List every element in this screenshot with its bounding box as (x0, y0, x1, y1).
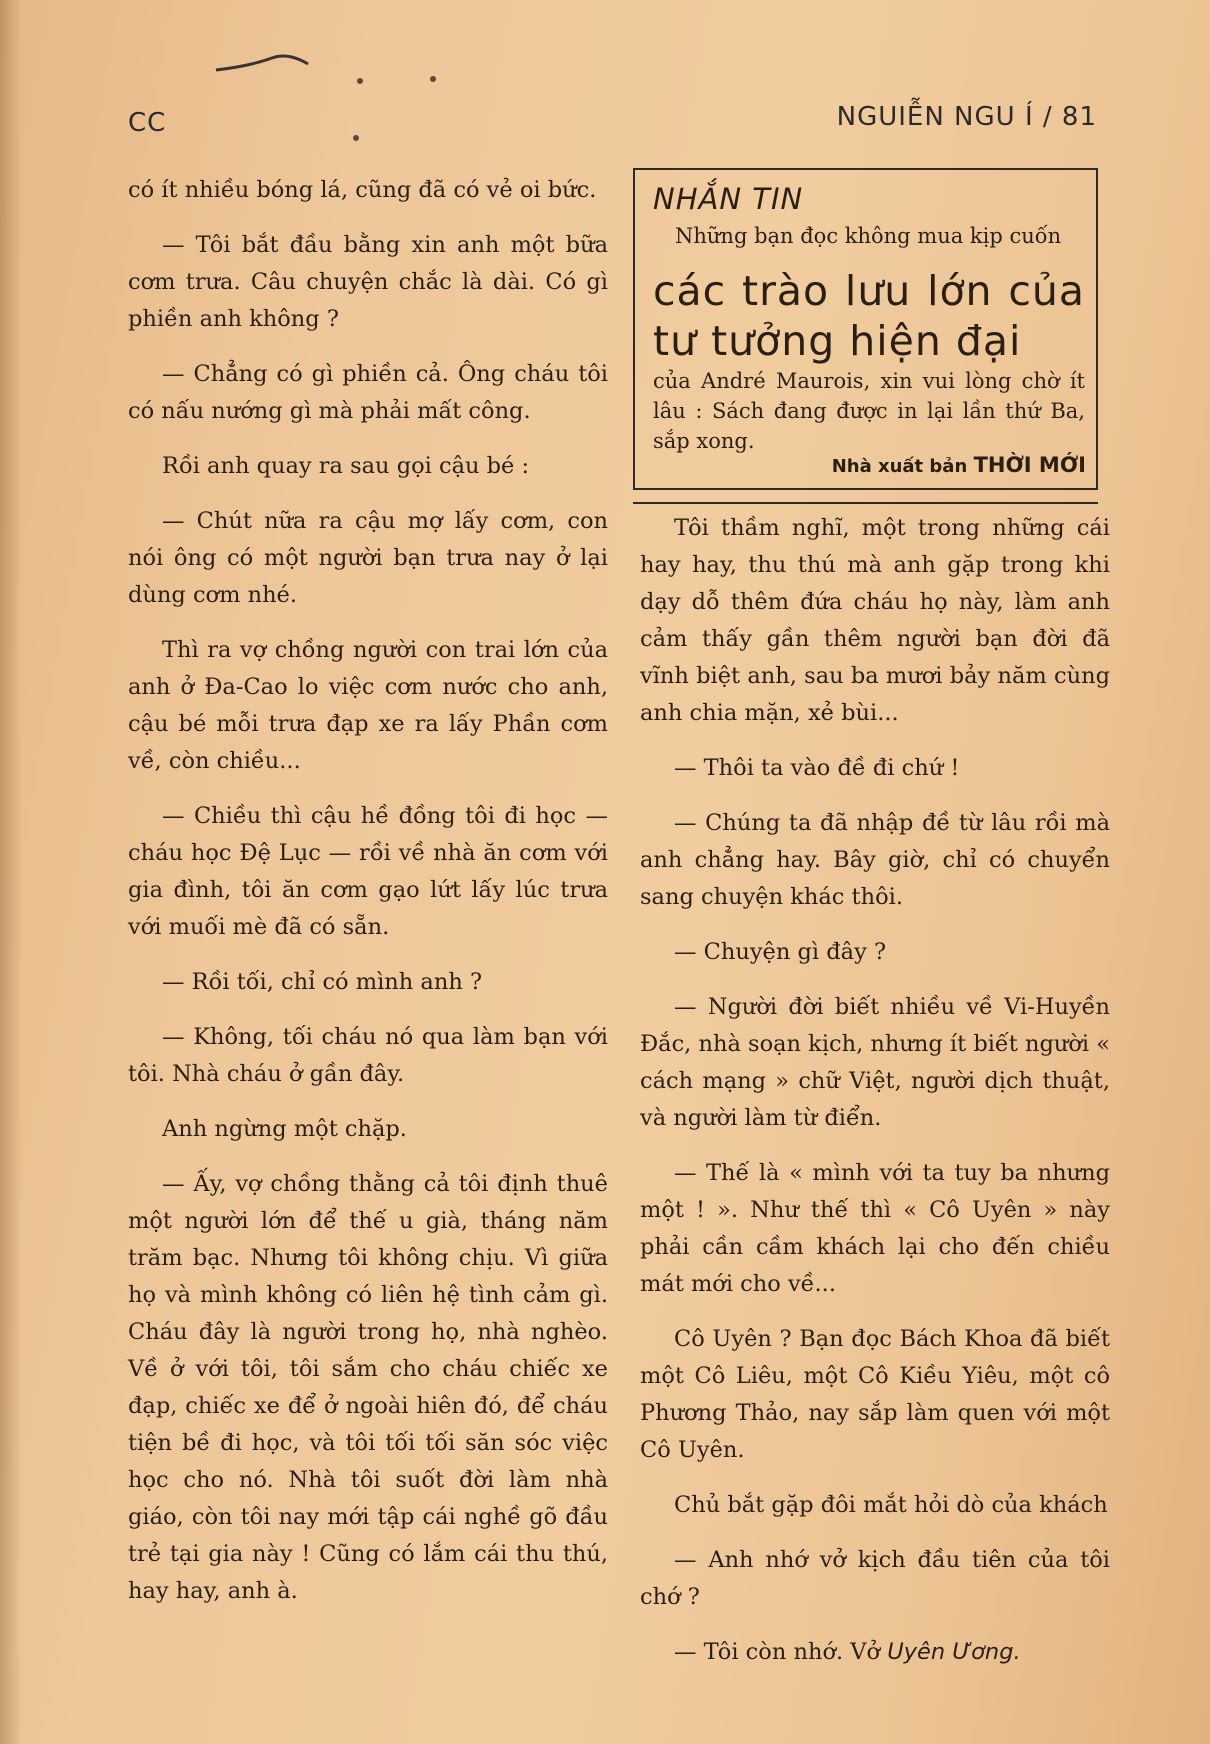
paragraph: Rồi anh quay ra sau gọi cậu bé : (162, 453, 530, 479)
publisher-prefix: Nhà xuất bản (831, 456, 968, 477)
paragraph: — Chiều thì cậu hề đồng tôi đi học — cháu học Đệ Lục — rồi về nhà ăn cơm với gia đình, tôi ăn cơm gạo lứt lấy lúc trưa với muối mè đã có sẵn. (128, 803, 608, 940)
header-right-page-number: NGUIỄN NGU Í / 81 (836, 102, 1097, 132)
paragraph: — Chúng ta đã nhập đề từ lâu rồi mà anh chẳng hay. Bây giờ, chỉ có chuyển sang chuyện khác thôi. (640, 810, 1110, 910)
notice-signature (832, 453, 1086, 477)
paragraph: Thì ra vợ chồng người con trai lớn của anh ở Đa-Cao lo việc cơm nước cho anh, cậu bé mỗi trưa đạp xe ra lấy Phần cơm về, còn chiều... (128, 637, 608, 774)
paragraph: — Tôi bắt đầu bằng xin anh một bữa cơm trưa. Câu chuyện chắc là dài. Có gì phiền anh không ? (128, 232, 608, 332)
notice-book-title: các trào lưu lớn của tư tưởng hiện đại (653, 267, 1085, 365)
paragraph: — Chút nữa ra cậu mợ lấy cơm, con nói ông có một người bạn trưa nay ở lại dùng cơm nhé. (128, 508, 608, 608)
last-line-prefix: — Tôi còn nhớ. Vở (674, 1639, 888, 1665)
publisher-name: THỜI MỚI (973, 453, 1086, 477)
notice-intro: Những bạn đọc không mua kịp cuốn (675, 224, 1062, 248)
paragraph: Chủ bắt gặp đôi mắt hỏi dò của khách (674, 1492, 1108, 1518)
paragraph: Tôi thầm nghĩ, một trong những cái hay hay, thu thú mà anh gặp trong khi dạy dỗ thêm đứa cháu họ này, làm anh cảm thấy gần thêm người bạn đời đã vĩnh biệt anh, sau ba mươi bảy năm cùng anh chia mặn, xẻ bùi... (640, 515, 1110, 726)
paragraph: — Rồi tối, chỉ có mình anh ? (162, 969, 483, 995)
notice-title: NHẮN TIN (653, 182, 804, 216)
play-title: Uyên Ương. (887, 1639, 1021, 1665)
paragraph: Cô Uyên ? Bạn đọc Bách Khoa đã biết một Cô Liêu, một Cô Kiều Yiêu, một cô Phương Thảo, nay sắp làm quen với một Cô Uyên. (640, 1326, 1110, 1463)
divider-rule (633, 502, 1098, 504)
paragraph: có ít nhiều bóng lá, cũng đã có vẻ oi bức. (128, 177, 597, 203)
paragraph: — Không, tối cháu nó qua làm bạn với tôi. Nhà cháu ở gần đây. (128, 1024, 608, 1087)
left-column (128, 172, 608, 1628)
notice-box (633, 168, 1098, 490)
paragraph: — Người đời biết nhiều về Vi-Huyền Đắc, nhà soạn kịch, nhưng ít biết người « cách mạng » chữ Việt, người dịch thuật, và người làm từ điển. (640, 994, 1110, 1131)
paragraph: — Chẳng có gì phiền cả. Ông cháu tôi có nấu nướng gì mà phải mất công. (128, 361, 608, 424)
header-left: CC (128, 108, 167, 138)
paragraph: Anh ngừng một chặp. (162, 1116, 407, 1142)
ink-dot (430, 76, 436, 82)
ink-dot (357, 78, 363, 84)
paragraph: — Anh nhớ vở kịch đầu tiên của tôi chớ ? (640, 1547, 1110, 1610)
running-header (0, 90, 1210, 140)
paragraph: — Chuyện gì đây ? (674, 939, 887, 965)
paragraph: — Ấy, vợ chồng thằng cả tôi định thuê một người lớn để thế u già, tháng năm trăm bạc. Nhưng tôi không chịu. Vì giữa họ và mình không có liên hệ tình cảm gì. Cháu đây là người trong họ, nhà nghèo. Về ở với tôi, tôi sắm cho cháu chiếc xe đạp, chiếc xe để ở ngoài hiên đó, để cháu tiện bề đi học, và tôi tối tối săn sóc việc học cho nó. Nhà tôi suốt đời làm nhà giáo, còn tôi nay mới tập cái nghề gõ đầu trẻ tại gia này ! Cũng có lắm cái thu thú, hay hay, anh à. (128, 1171, 608, 1604)
page-edge-shadow (0, 0, 22, 1744)
right-column (640, 510, 1110, 1689)
ink-smudge (210, 44, 320, 84)
paragraph: — Thế là « mình với ta tuy ba nhưng một ! ». Như thế thì « Cô Uyên » này phải cần cầm khách lại cho đến chiều mát mới cho về... (640, 1160, 1110, 1297)
paragraph: — Thôi ta vào đề đi chứ ! (674, 755, 960, 781)
notice-body: của André Maurois, xin vui lòng chờ ít lâu : Sách đang được in lại lần thứ Ba, sắp xong. (653, 369, 1085, 453)
last-paragraph (640, 1634, 1110, 1671)
